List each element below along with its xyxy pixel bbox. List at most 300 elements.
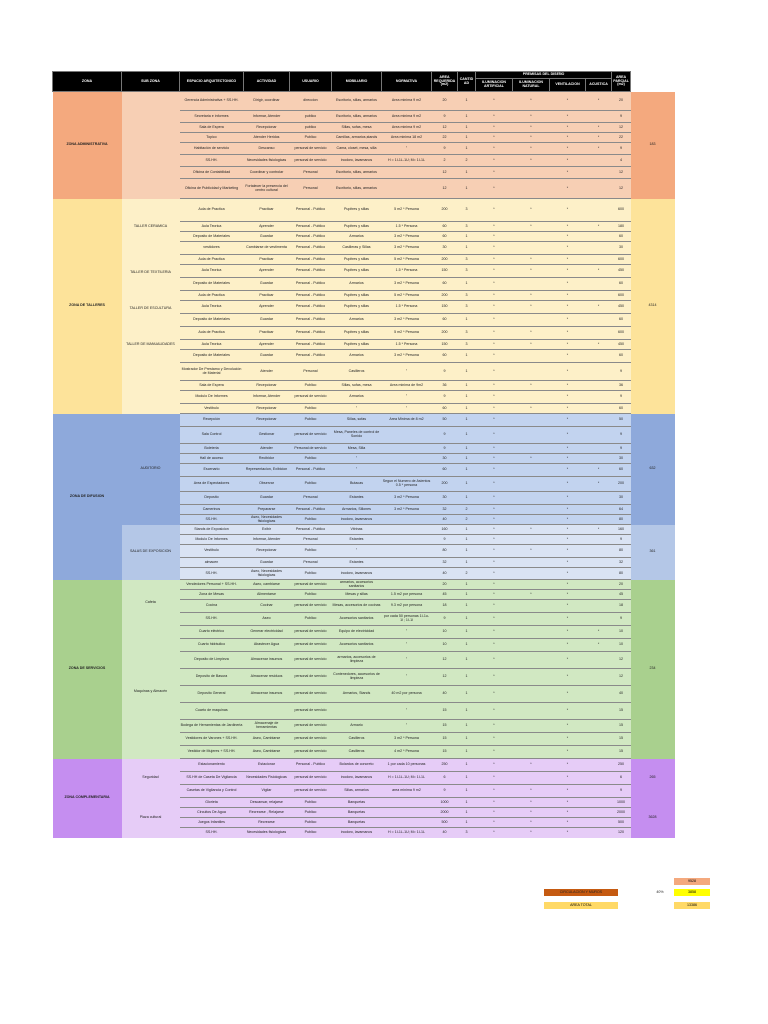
cell-acustica — [586, 746, 612, 759]
cell-ilum-nat: * — [513, 111, 550, 123]
cell-mobiliario: Mesas, accesorios de cocinas — [332, 600, 382, 613]
cell-espacio: Mostrador De Prestamo y Devolución de Material — [180, 363, 244, 381]
cell-normativa: 3 m2 * Persona — [382, 733, 432, 746]
cell-actividad: Guardar — [244, 350, 290, 363]
subzone-label: Seguridad — [122, 759, 180, 798]
cell-cantidad: 1 — [458, 232, 476, 242]
cell-actividad: Informar, Atender — [244, 111, 290, 123]
cell-actividad: Almacenar residuos — [244, 669, 290, 686]
cell-ventilacion: * — [550, 464, 586, 477]
cell-ventilacion: * — [550, 505, 586, 515]
cell-parcial: 50 — [612, 414, 631, 427]
subzone-label: TALLER DE MANUALIDADES — [122, 327, 180, 363]
cell-parcial: 450 — [612, 265, 631, 278]
cell-acustica — [586, 350, 612, 363]
cell-acustica — [586, 580, 612, 590]
cell-parcial: 200 — [612, 477, 631, 492]
cell-parcial: 12 — [612, 123, 631, 133]
cell-cantidad: 1 — [458, 613, 476, 626]
cell-normativa — [382, 464, 432, 477]
cell-espacio: Sala Control — [180, 427, 244, 444]
cell-acustica: * — [586, 222, 612, 232]
cell-area: 40 — [432, 515, 458, 525]
cell-mobiliario: Casilleros — [332, 363, 382, 381]
zone-label: ZONA ADMINISTRATIVA — [53, 92, 122, 199]
cell-ilum-art: * — [476, 301, 513, 314]
cell-cantidad: 1 — [458, 772, 476, 785]
cell-normativa: 4 m2 * Persona — [382, 746, 432, 759]
cell-actividad: Guardar — [244, 492, 290, 505]
cell-acustica — [586, 720, 612, 733]
cell-area: 150 — [432, 340, 458, 350]
cell-espacio: Aula Teorica — [180, 222, 244, 232]
cell-parcial: 6 — [612, 772, 631, 785]
cell-ilum-nat — [513, 242, 550, 255]
cell-area: 9 — [432, 363, 458, 381]
cell-ilum-nat: * — [513, 454, 550, 464]
cell-actividad: Prepararse — [244, 505, 290, 515]
cell-actividad: Observar — [244, 477, 290, 492]
cell-cantidad: 1 — [458, 580, 476, 590]
cell-actividad — [244, 703, 290, 720]
zone-label: ZONA DE SERVICIOS — [53, 580, 122, 759]
cell-espacio: SS.HH. — [180, 515, 244, 525]
cell-usuario: Personal — [290, 558, 332, 568]
cell-parcial: 20 — [612, 580, 631, 590]
cell-mobiliario: " — [332, 464, 382, 477]
cell-ilum-art: * — [476, 785, 513, 798]
cell-cantidad: 2 — [458, 515, 476, 525]
cell-acustica — [586, 444, 612, 454]
cell-cantidad: 1 — [458, 464, 476, 477]
cell-acustica: * — [586, 626, 612, 639]
cell-mobiliario: Pupitres y sillas — [332, 301, 382, 314]
cell-area: 9 — [432, 535, 458, 545]
cell-parcial: 40 — [612, 686, 631, 703]
subzone-label: AUDITORIO — [122, 414, 180, 525]
cell-cantidad: 3 — [458, 255, 476, 265]
cell-ilum-art: * — [476, 558, 513, 568]
cell-mobiliario: Equipo de electricidad — [332, 626, 382, 639]
cell-parcial: 80 — [612, 515, 631, 525]
cell-acustica: * — [586, 639, 612, 652]
cell-cantidad: 1 — [458, 733, 476, 746]
cell-usuario: Personal — [290, 167, 332, 179]
summary-total-value: 13386 — [674, 902, 710, 909]
cell-ilum-art: * — [476, 733, 513, 746]
cell-usuario: Personal — [290, 179, 332, 199]
cell-normativa — [382, 179, 432, 199]
cell-actividad: Aseo, Cambiarse — [244, 746, 290, 759]
cell-usuario: personal de servicio — [290, 669, 332, 686]
cell-parcial: 600 — [612, 327, 631, 340]
cell-ilum-nat — [513, 580, 550, 590]
cell-actividad: Representacion, Exibicion — [244, 464, 290, 477]
cell-normativa — [382, 808, 432, 818]
cell-cantidad: 1 — [458, 746, 476, 759]
cell-espacio: Area de Espectadores — [180, 477, 244, 492]
cell-actividad: Practicar — [244, 199, 290, 222]
cell-ventilacion: * — [550, 785, 586, 798]
cell-area: 9 — [432, 427, 458, 444]
cell-ilum-nat — [513, 669, 550, 686]
cell-area: 10 — [432, 626, 458, 639]
cell-area: 40 — [432, 828, 458, 838]
cell-cantidad: 3 — [458, 301, 476, 314]
cell-usuario: personal de servicio — [290, 720, 332, 733]
cell-ilum-art: * — [476, 720, 513, 733]
cell-area: 9 — [432, 111, 458, 123]
cell-ventilacion: * — [550, 639, 586, 652]
cell-area: 60 — [432, 314, 458, 327]
cell-normativa: 1.5 * Persona — [382, 301, 432, 314]
cell-usuario: Personal - Publico — [290, 265, 332, 278]
cell-actividad: Generar electricidad — [244, 626, 290, 639]
cell-ilum-art: * — [476, 746, 513, 759]
cell-cantidad: 1 — [458, 759, 476, 772]
subzone-label: TALLER DE TEXTILERIA — [122, 255, 180, 291]
cell-ilum-art: * — [476, 265, 513, 278]
cell-usuario: Personal - Publico — [290, 242, 332, 255]
cell-mobiliario: Armario — [332, 720, 382, 733]
cell-ilum-nat — [513, 444, 550, 454]
cell-cantidad: 1 — [458, 391, 476, 404]
cell-ventilacion: * — [550, 381, 586, 391]
cell-parcial: 4 — [612, 155, 631, 167]
cell-normativa: " — [382, 626, 432, 639]
cell-normativa — [382, 558, 432, 568]
cell-normativa — [382, 444, 432, 454]
cell-normativa: 3 m2 * Persona — [382, 350, 432, 363]
cell-area: 200 — [432, 327, 458, 340]
cell-espacio: Deposito de Basura — [180, 669, 244, 686]
cell-normativa: " — [382, 669, 432, 686]
cell-acustica: * — [586, 133, 612, 143]
cell-cantidad: 2 — [458, 568, 476, 580]
cell-acustica — [586, 669, 612, 686]
cell-actividad: Recrearse , Relajarse — [244, 808, 290, 818]
cell-ilum-art: * — [476, 669, 513, 686]
cell-usuario: Personal - Publico — [290, 759, 332, 772]
cell-area: 9 — [432, 785, 458, 798]
cell-normativa: area minima 9 m2 — [382, 785, 432, 798]
cell-normativa — [382, 535, 432, 545]
cell-ilum-art: * — [476, 199, 513, 222]
cell-normativa: 3 m2 * Persona — [382, 492, 432, 505]
cell-actividad: Recibidor — [244, 454, 290, 464]
cell-usuario: Personal - Publico — [290, 199, 332, 222]
cell-mobiliario: " — [332, 454, 382, 464]
cell-mobiliario: Pupitres y sillas — [332, 255, 382, 265]
cell-mobiliario: Cama, closet, mesa, silla — [332, 143, 382, 155]
cell-ilum-nat — [513, 492, 550, 505]
cell-ilum-nat: * — [513, 301, 550, 314]
cell-parcial: 80 — [612, 545, 631, 558]
cell-mobiliario: Estantes — [332, 535, 382, 545]
cell-area: 30 — [432, 242, 458, 255]
cell-acustica — [586, 278, 612, 291]
cell-ilum-nat — [513, 568, 550, 580]
cell-acustica — [586, 255, 612, 265]
cell-usuario: personal de servicio — [290, 580, 332, 590]
cell-normativa: " — [382, 639, 432, 652]
cell-usuario: Publico — [290, 381, 332, 391]
cell-usuario: Personal - Publico — [290, 232, 332, 242]
cell-cantidad: 1 — [458, 626, 476, 639]
cell-espacio: Deposito de Materiales — [180, 314, 244, 327]
cell-ventilacion: * — [550, 92, 586, 111]
cell-mobiliario: Mesa, Silla — [332, 444, 382, 454]
cell-espacio: vestidores — [180, 242, 244, 255]
cell-mobiliario: " — [332, 404, 382, 414]
cell-ilum-nat: * — [513, 222, 550, 232]
cell-area: 9 — [432, 391, 458, 404]
header-normativa: NORMATIVA — [382, 72, 432, 92]
cell-actividad: Necesidades fisiologicas — [244, 155, 290, 167]
cell-area: 80 — [432, 545, 458, 558]
cell-ilum-art: * — [476, 454, 513, 464]
cell-mobiliario: Sillas, armarios — [332, 785, 382, 798]
table-row — [53, 255, 675, 265]
cell-acustica — [586, 545, 612, 558]
cell-espacio: Estacionamiento — [180, 759, 244, 772]
cell-cantidad: 3 — [458, 265, 476, 278]
cell-ilum-nat — [513, 232, 550, 242]
cell-ilum-nat: * — [513, 123, 550, 133]
cell-mobiliario: Armarios, Stands — [332, 686, 382, 703]
cell-ventilacion: * — [550, 818, 586, 828]
header-usuario: USUARIO — [290, 72, 332, 92]
cell-actividad: Abastecer Agua — [244, 639, 290, 652]
cell-usuario: Publico — [290, 590, 332, 600]
table-row — [53, 199, 675, 222]
cell-ilum-art: * — [476, 242, 513, 255]
cell-mobiliario: Armarios, Sillones — [332, 505, 382, 515]
cell-usuario: personal de servicio — [290, 639, 332, 652]
cell-espacio: Aula de Practica — [180, 327, 244, 340]
cell-ventilacion: * — [550, 291, 586, 301]
cell-area: 60 — [432, 464, 458, 477]
cell-ventilacion: * — [550, 301, 586, 314]
cell-mobiliario: Escritorio, sillas, armarios — [332, 92, 382, 111]
cell-cantidad: 1 — [458, 545, 476, 558]
cell-ilum-nat: * — [513, 590, 550, 600]
cell-espacio: Secretaria e informes — [180, 111, 244, 123]
cell-usuario: Publico — [290, 404, 332, 414]
cell-normativa: 5 m2 * Persona — [382, 327, 432, 340]
cell-mobiliario: Sillas, sofas, mesa — [332, 123, 382, 133]
cell-ilum-art: * — [476, 505, 513, 515]
cell-usuario: personal de servicio — [290, 733, 332, 746]
cell-area: 12 — [432, 167, 458, 179]
cell-mobiliario: Camillas, armarios,stands — [332, 133, 382, 143]
cell-normativa: " — [382, 652, 432, 669]
summary-circ-pct: 40% — [656, 890, 664, 894]
cell-parcial: 10 — [612, 639, 631, 652]
cell-mobiliario: Armarios — [332, 391, 382, 404]
cell-cantidad: 1 — [458, 444, 476, 454]
cell-usuario: Publico — [290, 798, 332, 808]
cell-mobiliario: Vitrinas — [332, 525, 382, 535]
program-table-body — [53, 92, 675, 838]
cell-actividad: Aseo, cambiarse — [244, 580, 290, 590]
cell-usuario: personal de servicio — [290, 143, 332, 155]
cell-ventilacion: * — [550, 404, 586, 414]
cell-cantidad: 1 — [458, 798, 476, 808]
cell-usuario: Publico — [290, 133, 332, 143]
cell-ventilacion: * — [550, 265, 586, 278]
cell-ventilacion: * — [550, 652, 586, 669]
cell-mobiliario: Accesorios sanitarios — [332, 613, 382, 626]
cell-area: 9 — [432, 444, 458, 454]
cell-mobiliario: Banquetas — [332, 798, 382, 808]
cell-area: 10 — [432, 639, 458, 652]
cell-parcial: 9 — [612, 427, 631, 444]
cell-cantidad: 2 — [458, 505, 476, 515]
cell-normativa: H = 1I-1L-1U; M= 1I-1L — [382, 828, 432, 838]
cell-ilum-nat — [513, 600, 550, 613]
cell-mobiliario: Armarios — [332, 350, 382, 363]
cell-usuario: Personal — [290, 535, 332, 545]
header-ilum-natural: ILUMINACION NATURAL — [513, 79, 550, 92]
cell-usuario: personal de servicio — [290, 772, 332, 785]
cell-acustica: * — [586, 464, 612, 477]
cell-area: 50 — [432, 414, 458, 427]
cell-ventilacion: * — [550, 427, 586, 444]
cell-espacio: Glorieta — [180, 798, 244, 808]
cell-mobiliario: Sillas, sofas — [332, 414, 382, 427]
cell-parcial: 15 — [612, 720, 631, 733]
cell-cantidad: 1 — [458, 558, 476, 568]
cell-ventilacion: * — [550, 545, 586, 558]
cell-usuario: Publico — [290, 818, 332, 828]
cell-parcial: 450 — [612, 340, 631, 350]
cell-normativa: Area minima 18 m2 — [382, 133, 432, 143]
cell-normativa: 1 por cada 10 personas — [382, 759, 432, 772]
cell-mobiliario: inodoro, lavamanos — [332, 828, 382, 838]
cell-mobiliario: Casilleros — [332, 733, 382, 746]
cell-parcial: 30 — [612, 454, 631, 464]
cell-espacio: Aula de Practica — [180, 199, 244, 222]
cell-acustica — [586, 505, 612, 515]
cell-actividad: Aprender — [244, 222, 290, 232]
cell-mobiliario: inodoro, lavamanos — [332, 515, 382, 525]
cell-usuario: publico — [290, 123, 332, 133]
cell-espacio: Topico — [180, 133, 244, 143]
cell-ilum-nat: * — [513, 291, 550, 301]
cell-espacio: Aula Teorica — [180, 340, 244, 350]
cell-normativa: H = 1I-1L-1U; M= 1I-1L — [382, 772, 432, 785]
cell-ilum-art: * — [476, 590, 513, 600]
cell-parcial: 15 — [612, 746, 631, 759]
cell-usuario: Publico — [290, 515, 332, 525]
cell-area: 60 — [432, 222, 458, 232]
cell-acustica — [586, 492, 612, 505]
cell-mobiliario: inodoro, lavamanos — [332, 568, 382, 580]
cell-usuario: Personal - Publico — [290, 301, 332, 314]
cell-normativa — [382, 580, 432, 590]
cell-ventilacion: * — [550, 733, 586, 746]
cell-cantidad: 2 — [458, 155, 476, 167]
cell-cantidad: 1 — [458, 179, 476, 199]
cell-actividad: Atender — [244, 363, 290, 381]
cell-acustica — [586, 404, 612, 414]
cell-area: 20 — [432, 92, 458, 111]
zone-total: 632 — [631, 414, 675, 525]
cell-cantidad: 1 — [458, 669, 476, 686]
subzone-label — [122, 92, 180, 199]
cell-parcial: 22 — [612, 133, 631, 143]
cell-ilum-nat: * — [513, 818, 550, 828]
cell-ilum-art: * — [476, 515, 513, 525]
cell-ilum-art: * — [476, 798, 513, 808]
cell-normativa: " — [382, 404, 432, 414]
cell-normativa — [382, 167, 432, 179]
cell-espacio: Cuarto eléctrico — [180, 626, 244, 639]
cell-espacio: Oficina de Publicidad y Marketing — [180, 179, 244, 199]
cell-usuario: Personal - Publico — [290, 222, 332, 232]
cell-espacio: Sala de Espera — [180, 123, 244, 133]
cell-acustica — [586, 179, 612, 199]
cell-parcial: 9 — [612, 363, 631, 381]
cell-acustica — [586, 454, 612, 464]
cell-espacio: Recepción — [180, 414, 244, 427]
cell-parcial: 60 — [612, 464, 631, 477]
table-row — [53, 525, 675, 535]
cell-ventilacion: * — [550, 444, 586, 454]
cell-ilum-art: * — [476, 639, 513, 652]
cell-ilum-art: * — [476, 381, 513, 391]
cell-ventilacion: * — [550, 746, 586, 759]
cell-cantidad: 3 — [458, 199, 476, 222]
cell-ilum-art: * — [476, 600, 513, 613]
cell-ilum-art: * — [476, 414, 513, 427]
cell-espacio: Cuarto hidráulico — [180, 639, 244, 652]
cell-cantidad: 1 — [458, 454, 476, 464]
header-premisas: PREMISAS DEL DISEÑO — [476, 72, 612, 79]
cell-parcial: 450 — [612, 301, 631, 314]
cell-mobiliario: inodoro, lavamanos — [332, 772, 382, 785]
cell-espacio: Camerinos — [180, 505, 244, 515]
cell-usuario: Publico — [290, 545, 332, 558]
cell-area: 12 — [432, 652, 458, 669]
cell-ilum-nat — [513, 278, 550, 291]
cell-actividad: Guardar — [244, 558, 290, 568]
cell-ilum-art: * — [476, 652, 513, 669]
cell-mobiliario: Estantes — [332, 492, 382, 505]
cell-normativa — [382, 798, 432, 808]
cell-mobiliario: Estantes — [332, 558, 382, 568]
cell-cantidad: 1 — [458, 143, 476, 155]
cell-area: 15 — [432, 746, 458, 759]
cell-acustica — [586, 590, 612, 600]
cell-normativa: H = 1I-1L-1U; M= 1I-1L — [382, 155, 432, 167]
cell-ventilacion: * — [550, 720, 586, 733]
cell-usuario: Personal - Publico — [290, 291, 332, 301]
cell-area: 6 — [432, 772, 458, 785]
cell-ilum-art: * — [476, 133, 513, 143]
cell-parcial: 60 — [612, 350, 631, 363]
cell-actividad: Vigilar — [244, 785, 290, 798]
cell-cantidad: 1 — [458, 492, 476, 505]
cell-normativa: 9.3 m2 por persona — [382, 600, 432, 613]
cell-espacio: Modulo De Informes — [180, 535, 244, 545]
cell-ilum-nat: * — [513, 404, 550, 414]
cell-area: 1000 — [432, 798, 458, 808]
cell-ilum-nat: * — [513, 92, 550, 111]
cell-ilum-art: * — [476, 291, 513, 301]
cell-parcial: 1000 — [612, 798, 631, 808]
